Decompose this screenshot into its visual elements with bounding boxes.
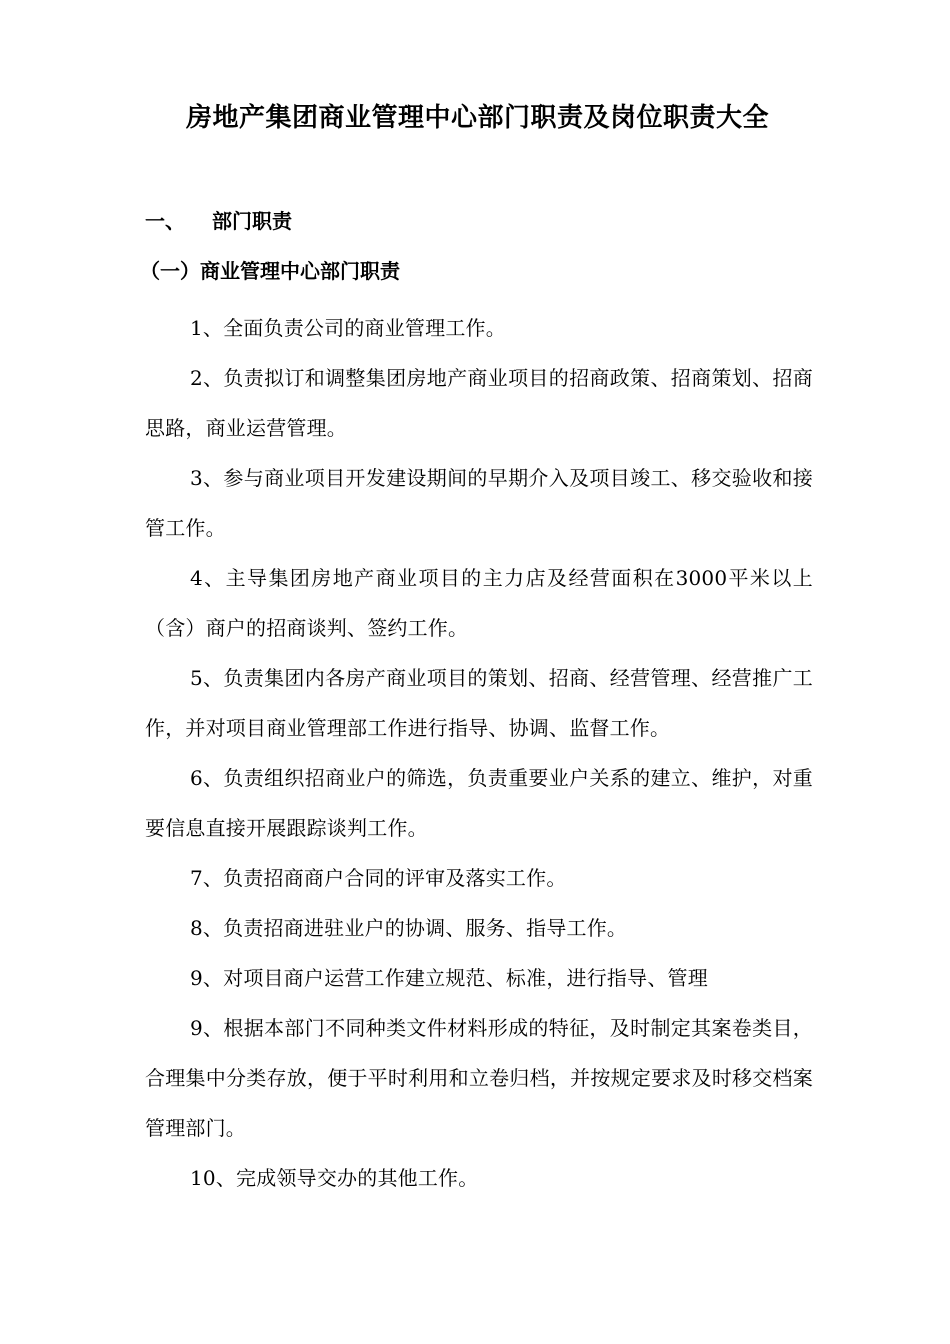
section-title: 部门职责 [212,209,292,233]
duty-item: 5、负责集团内各房产商业项目的策划、招商、经营管理、经营推广工作，并对项目商业管理部工作进行指导、协调、监督工作。 [145,666,813,740]
duty-item: 7、负责招商商户合同的评审及落实工作。 [190,866,567,890]
duty-item: 4、主导集团房地产商业项目的主力店及经营面积在3000平米以上（含）商户的招商谈判、签约工作。 [145,566,813,640]
duty-item: 6、负责组织招商业户的筛选，负责重要业户关系的建立、维护，对重要信息直接开展跟踪谈判工作。 [145,766,813,840]
duty-item: 9、根据本部门不同种类文件材料形成的特征，及时制定其案卷类目，合理集中分类存放，便于平时利用和立卷归档，并按规定要求及时移交档案管理部门。 [145,1016,813,1140]
duty-item: 1、全面负责公司的商业管理工作。 [190,316,506,340]
duty-list [145,303,813,1203]
document-title: 房地产集团商业管理中心部门职责及岗位职责大全 [185,103,769,133]
duty-item: 9、对项目商户运营工作建立规范、标准，进行指导、管理 [190,966,708,990]
section-number: 一、 [145,209,185,233]
subsection-heading: （一）商业管理中心部门职责 [140,259,400,283]
duty-item: 2、负责拟订和调整集团房地产商业项目的招商政策、招商策划、招商思路，商业运营管理。 [145,366,813,440]
duty-item: 3、参与商业项目开发建设期间的早期介入及项目竣工、移交验收和接管工作。 [145,466,813,540]
duty-item: 8、负责招商进驻业户的协调、服务、指导工作。 [190,916,628,940]
section-heading [145,204,292,238]
duty-item: 10、完成领导交办的其他工作。 [190,1166,479,1190]
